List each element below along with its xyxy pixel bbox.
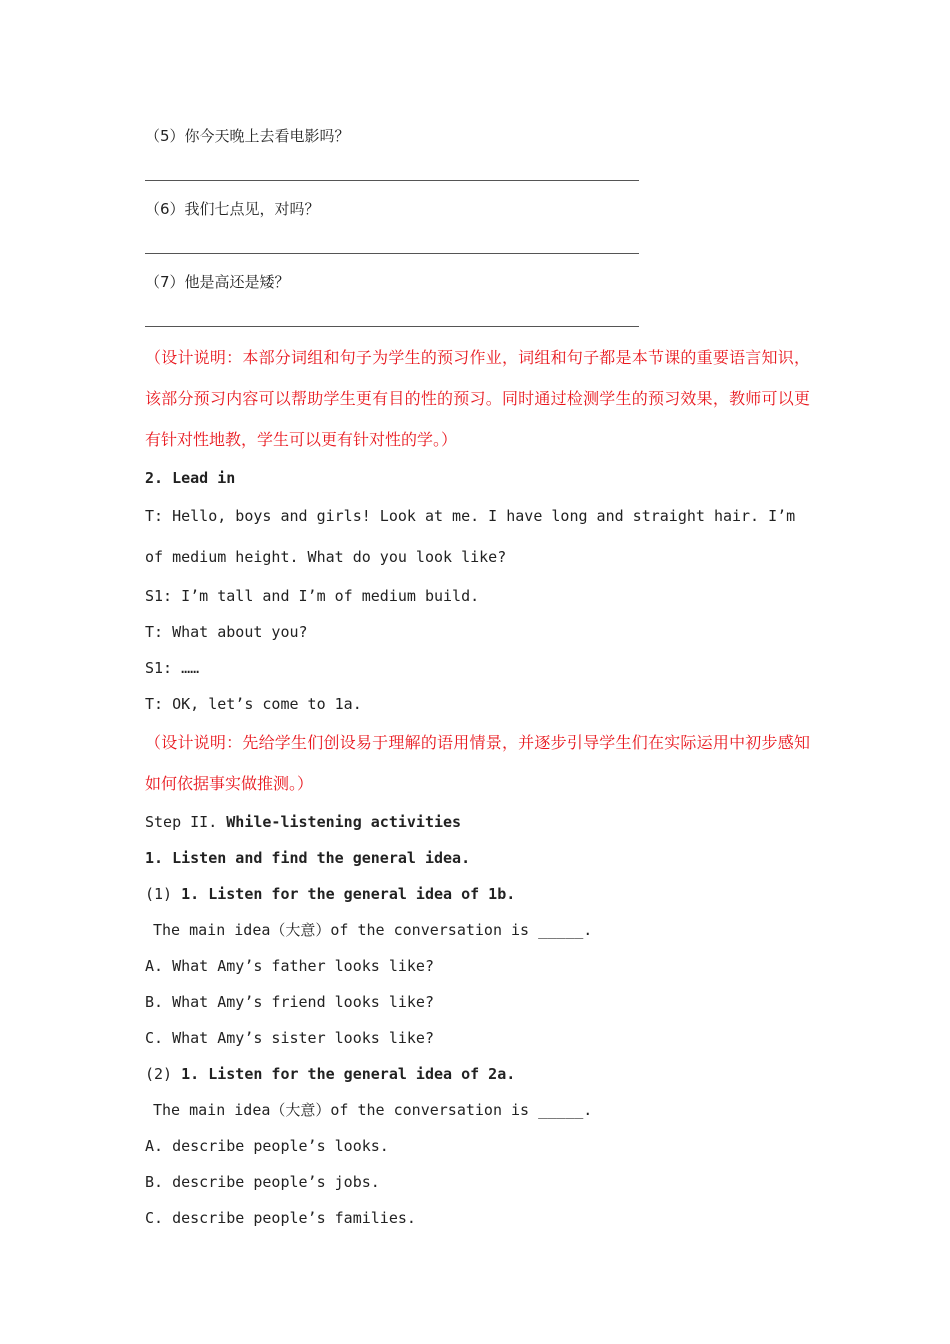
part-title: 1. Listen for the general idea of 1b. <box>181 885 516 903</box>
option-item[interactable]: B. describe people’s jobs. <box>145 1173 380 1191</box>
step-title: While-listening activities <box>226 813 462 831</box>
part-label: (1) <box>145 885 182 903</box>
question-5: （5）你今天晚上去看电影吗？ <box>145 127 350 145</box>
part-title: 1. Listen for the general idea of 2a. <box>181 1065 516 1083</box>
dialogue-line: S1: I’m tall and I’m of medium build. <box>145 587 480 605</box>
lead-in-heading: 2. Lead in <box>145 469 236 487</box>
answer-line-7[interactable] <box>145 326 639 327</box>
question-6: （6）我们七点见，对吗？ <box>145 200 320 218</box>
dialogue-line: T: What about you? <box>145 623 308 641</box>
dialogue-line: S1: …… <box>145 659 200 677</box>
dialogue-line: T: Hello, boys and girls! Look at me. I have long and straight hair. I’m of medium height. What do you look like? <box>145 507 796 566</box>
option-item[interactable]: B. What Amy’s friend looks like? <box>145 993 434 1011</box>
question-text: The main idea（大意）of the conversation is _____. <box>153 921 593 939</box>
option-item[interactable]: A. describe people’s looks. <box>145 1137 389 1155</box>
design-note-1: （设计说明：本部分词组和句子为学生的预习作业，词组和句子都是本节课的重要语言知识，该部分预习内容可以帮助学生更有目的性的预习。同时通过检测学生的预习效果，教师可以更有针对性地教，学生可以更有针对性的学。） <box>145 348 810 449</box>
dialogue-line: T: OK, let’s come to 1a. <box>145 695 362 713</box>
option-item[interactable]: A. What Amy’s father looks like? <box>145 957 434 975</box>
part-heading <box>145 1056 810 1092</box>
question-text: The main idea（大意）of the conversation is _____. <box>153 1101 593 1119</box>
option-item[interactable]: C. describe people’s families. <box>145 1209 416 1227</box>
answer-line-6[interactable] <box>145 253 639 254</box>
part-label: (2) <box>145 1065 182 1083</box>
step-heading <box>145 804 810 840</box>
sub-heading: 1. Listen and find the general idea. <box>145 849 471 867</box>
answer-line-5[interactable] <box>145 180 639 181</box>
option-item[interactable]: C. What Amy’s sister looks like? <box>145 1029 434 1047</box>
part-heading <box>145 876 810 912</box>
design-note-2: （设计说明：先给学生们创设易于理解的语用情景，并逐步引导学生们在实际运用中初步感知如何依据事实做推测。） <box>145 733 810 793</box>
question-7: （7）他是高还是矮？ <box>145 273 290 291</box>
page-content <box>145 118 810 1236</box>
step-prefix: Step II. <box>145 813 227 831</box>
